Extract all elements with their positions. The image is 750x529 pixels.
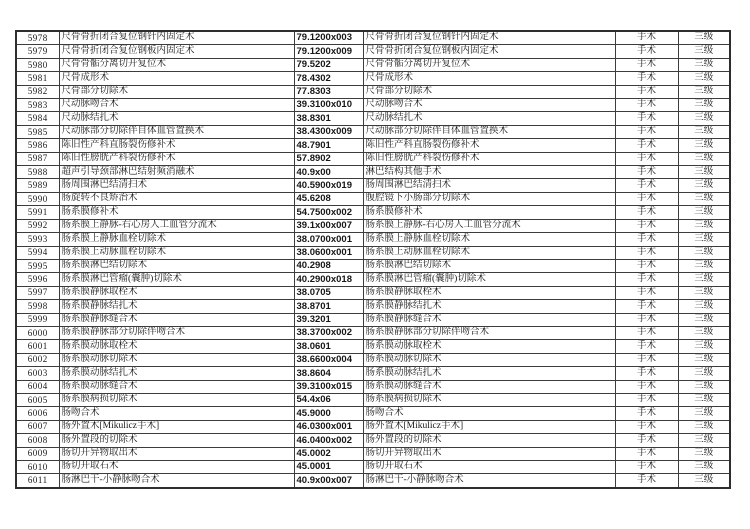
procedure-name-cell: 肠系膜静脉部分切除伴吻合术 <box>59 326 294 339</box>
table-row <box>16 58 730 71</box>
grade-level-cell: 三级 <box>678 273 730 286</box>
standard-procedure-name-cell: 尺骨骨折闭合复位钢板内固定术 <box>363 45 615 58</box>
procedure-code-cell: 45.0001 <box>294 461 363 474</box>
grade-level-cell: 三级 <box>678 99 730 112</box>
procedure-code-cell: 46.0400x002 <box>294 434 363 447</box>
procedure-code-cell: 54.4x06 <box>294 393 363 406</box>
procedure-name-cell: 肠系膜病损切除术 <box>59 393 294 406</box>
procedure-name-cell: 肠旋转不良矫治术 <box>59 192 294 205</box>
procedure-code-cell: 40.9x00 <box>294 166 363 179</box>
row-number-cell: 5988 <box>16 166 59 179</box>
procedure-name-cell: 肠吻合术 <box>59 407 294 420</box>
procedure-name-cell: 肠系膜静脉结扎术 <box>59 300 294 313</box>
standard-procedure-name-cell: 肠系膜静脉缝合术 <box>363 313 615 326</box>
category-cell: 手术 <box>615 179 678 192</box>
procedure-name-cell: 尺骨骨骺分离切开复位术 <box>59 58 294 71</box>
table-row <box>16 139 730 152</box>
standard-procedure-name-cell: 肠系膜上动脉血栓切除术 <box>363 246 615 259</box>
procedure-code-cell: 77.8303 <box>294 85 363 98</box>
grade-level-cell: 三级 <box>678 125 730 138</box>
row-number-cell: 5995 <box>16 259 59 272</box>
procedure-name-cell: 肠切开异物取出术 <box>59 447 294 460</box>
grade-level-cell: 三级 <box>678 206 730 219</box>
procedure-table-body <box>16 31 730 488</box>
grade-level-cell: 三级 <box>678 340 730 353</box>
procedure-code-cell: 39.1x00x007 <box>294 219 363 232</box>
procedure-code-cell: 46.0300x001 <box>294 420 363 433</box>
category-cell: 手术 <box>615 353 678 366</box>
table-row <box>16 434 730 447</box>
procedure-code-cell: 79.1200x009 <box>294 45 363 58</box>
row-number-cell: 6002 <box>16 353 59 366</box>
grade-level-cell: 三级 <box>678 112 730 125</box>
category-cell: 手术 <box>615 99 678 112</box>
row-number-cell: 6005 <box>16 393 59 406</box>
procedure-name-cell: 肠系膜动脉缝合术 <box>59 380 294 393</box>
standard-procedure-name-cell: 肠系膜静脉部分切除伴吻合术 <box>363 326 615 339</box>
row-number-cell: 6009 <box>16 447 59 460</box>
category-cell: 手术 <box>615 340 678 353</box>
row-number-cell: 5999 <box>16 313 59 326</box>
procedure-code-cell: 48.7901 <box>294 139 363 152</box>
standard-procedure-name-cell: 尺骨骨骺分离切开复位术 <box>363 58 615 71</box>
table-row <box>16 179 730 192</box>
procedure-name-cell: 陈旧性产科直肠裂伤修补术 <box>59 139 294 152</box>
procedure-code-cell: 79.5202 <box>294 58 363 71</box>
procedure-name-cell: 肠系膜修补术 <box>59 206 294 219</box>
procedure-code-cell: 54.7500x002 <box>294 206 363 219</box>
grade-level-cell: 三级 <box>678 45 730 58</box>
procedure-name-cell: 尺动脉吻合术 <box>59 99 294 112</box>
category-cell: 手术 <box>615 85 678 98</box>
grade-level-cell: 三级 <box>678 420 730 433</box>
standard-procedure-name-cell: 尺骨成形术 <box>363 72 615 85</box>
category-cell: 手术 <box>615 474 678 488</box>
row-number-cell: 5993 <box>16 233 59 246</box>
table-row <box>16 420 730 433</box>
procedure-code-cell: 38.4300x009 <box>294 125 363 138</box>
procedure-code-cell: 39.3201 <box>294 313 363 326</box>
procedure-name-cell: 肠系膜上静脉血栓切除术 <box>59 233 294 246</box>
table-row <box>16 259 730 272</box>
category-cell: 手术 <box>615 259 678 272</box>
grade-level-cell: 三级 <box>678 367 730 380</box>
row-number-cell: 6008 <box>16 434 59 447</box>
procedure-name-cell: 尺动脉结扎术 <box>59 112 294 125</box>
procedure-name-cell: 尺骨成形术 <box>59 72 294 85</box>
table-row <box>16 45 730 58</box>
procedure-code-cell: 38.0700x001 <box>294 233 363 246</box>
standard-procedure-name-cell: 肠系膜上静脉血栓切除术 <box>363 233 615 246</box>
procedure-name-cell: 肠系膜静脉缝合术 <box>59 313 294 326</box>
procedure-code-cell: 39.3100x010 <box>294 99 363 112</box>
row-number-cell: 6010 <box>16 461 59 474</box>
table-row <box>16 152 730 165</box>
grade-level-cell: 三级 <box>678 407 730 420</box>
category-cell: 手术 <box>615 206 678 219</box>
grade-level-cell: 三级 <box>678 286 730 299</box>
grade-level-cell: 三级 <box>678 380 730 393</box>
table-row <box>16 31 730 45</box>
standard-procedure-name-cell: 尺动脉吻合术 <box>363 99 615 112</box>
grade-level-cell: 三级 <box>678 393 730 406</box>
grade-level-cell: 三级 <box>678 219 730 232</box>
procedure-code-cell: 38.0600x001 <box>294 246 363 259</box>
table-row <box>16 300 730 313</box>
category-cell: 手术 <box>615 58 678 71</box>
procedure-name-cell: 肠外置术[Mikulicz手术] <box>59 420 294 433</box>
grade-level-cell: 三级 <box>678 313 730 326</box>
row-number-cell: 5992 <box>16 219 59 232</box>
standard-procedure-name-cell: 尺骨部分切除术 <box>363 85 615 98</box>
procedure-code-cell: 38.3700x002 <box>294 326 363 339</box>
grade-level-cell: 三级 <box>678 434 730 447</box>
procedure-code-cell: 45.9000 <box>294 407 363 420</box>
standard-procedure-name-cell: 肠系膜上静脉-右心房人工血管分流术 <box>363 219 615 232</box>
standard-procedure-name-cell: 肠吻合术 <box>363 407 615 420</box>
table-row <box>16 461 730 474</box>
category-cell: 手术 <box>615 286 678 299</box>
table-row <box>16 447 730 460</box>
standard-procedure-name-cell: 尺动脉部分切除伴自体血管置换术 <box>363 125 615 138</box>
row-number-cell: 5981 <box>16 72 59 85</box>
table-row <box>16 313 730 326</box>
procedure-name-cell: 肠系膜静脉取栓术 <box>59 286 294 299</box>
grade-level-cell: 三级 <box>678 233 730 246</box>
table-row <box>16 353 730 366</box>
category-cell: 手术 <box>615 31 678 45</box>
standard-procedure-name-cell: 肠切开异物取出术 <box>363 447 615 460</box>
table-row <box>16 340 730 353</box>
row-number-cell: 5978 <box>16 31 59 45</box>
procedure-name-cell: 尺骨骨折闭合复位钢针内固定术 <box>59 31 294 45</box>
standard-procedure-name-cell: 腹腔镜下小肠部分切除术 <box>363 192 615 205</box>
table-row <box>16 367 730 380</box>
procedure-code-cell: 40.9x00x007 <box>294 474 363 488</box>
row-number-cell: 5989 <box>16 179 59 192</box>
row-number-cell: 5996 <box>16 273 59 286</box>
procedure-name-cell: 肠切开取石术 <box>59 461 294 474</box>
standard-procedure-name-cell: 肠系膜修补术 <box>363 206 615 219</box>
category-cell: 手术 <box>615 461 678 474</box>
procedure-code-cell: 38.8701 <box>294 300 363 313</box>
standard-procedure-name-cell: 陈旧性产科直肠裂伤修补术 <box>363 139 615 152</box>
row-number-cell: 5983 <box>16 99 59 112</box>
procedure-name-cell: 肠系膜上静脉-右心房人工血管分流术 <box>59 219 294 232</box>
procedure-code-cell: 38.6600x004 <box>294 353 363 366</box>
standard-procedure-name-cell: 肠系膜动脉结扎术 <box>363 367 615 380</box>
category-cell: 手术 <box>615 233 678 246</box>
category-cell: 手术 <box>615 152 678 165</box>
row-number-cell: 5979 <box>16 45 59 58</box>
grade-level-cell: 三级 <box>678 192 730 205</box>
procedure-name-cell: 肠淋巴干-小静脉吻合术 <box>59 474 294 488</box>
table-row <box>16 233 730 246</box>
row-number-cell: 5994 <box>16 246 59 259</box>
grade-level-cell: 三级 <box>678 139 730 152</box>
row-number-cell: 5986 <box>16 139 59 152</box>
procedure-name-cell: 肠系膜动脉取栓术 <box>59 340 294 353</box>
table-row <box>16 474 730 488</box>
standard-procedure-name-cell: 肠淋巴干-小静脉吻合术 <box>363 474 615 488</box>
category-cell: 手术 <box>615 273 678 286</box>
table-row <box>16 206 730 219</box>
table-row <box>16 112 730 125</box>
procedure-code-cell: 39.3100x015 <box>294 380 363 393</box>
grade-level-cell: 三级 <box>678 179 730 192</box>
grade-level-cell: 三级 <box>678 31 730 45</box>
standard-procedure-name-cell: 肠系膜动脉缝合术 <box>363 380 615 393</box>
procedure-code-cell: 38.0601 <box>294 340 363 353</box>
category-cell: 手术 <box>615 434 678 447</box>
row-number-cell: 6011 <box>16 474 59 488</box>
procedure-code-cell: 79.1200x003 <box>294 31 363 45</box>
table-row <box>16 380 730 393</box>
standard-procedure-name-cell: 淋巴结构其他手术 <box>363 166 615 179</box>
table-row <box>16 407 730 420</box>
procedure-name-cell: 尺骨部分切除术 <box>59 85 294 98</box>
category-cell: 手术 <box>615 447 678 460</box>
category-cell: 手术 <box>615 300 678 313</box>
table-row <box>16 99 730 112</box>
grade-level-cell: 三级 <box>678 326 730 339</box>
table-row <box>16 72 730 85</box>
category-cell: 手术 <box>615 326 678 339</box>
grade-level-cell: 三级 <box>678 474 730 488</box>
procedure-name-cell: 超声引导颈部淋巴结射频消融术 <box>59 166 294 179</box>
procedure-name-cell: 尺骨骨折闭合复位钢板内固定术 <box>59 45 294 58</box>
procedure-code-cell: 40.5900x019 <box>294 179 363 192</box>
procedure-name-cell: 肠系膜淋巴管瘤(囊肿)切除术 <box>59 273 294 286</box>
row-number-cell: 5987 <box>16 152 59 165</box>
grade-level-cell: 三级 <box>678 461 730 474</box>
standard-procedure-name-cell: 尺骨骨折闭合复位钢针内固定术 <box>363 31 615 45</box>
procedure-name-cell: 肠系膜动脉结扎术 <box>59 367 294 380</box>
procedure-code-cell: 40.2900x018 <box>294 273 363 286</box>
grade-level-cell: 三级 <box>678 58 730 71</box>
table-row <box>16 393 730 406</box>
row-number-cell: 6001 <box>16 340 59 353</box>
grade-level-cell: 三级 <box>678 353 730 366</box>
procedure-code-cell: 38.8604 <box>294 367 363 380</box>
procedure-code-cell: 45.6208 <box>294 192 363 205</box>
category-cell: 手术 <box>615 166 678 179</box>
grade-level-cell: 三级 <box>678 152 730 165</box>
standard-procedure-name-cell: 肠系膜静脉结扎术 <box>363 300 615 313</box>
table-row <box>16 85 730 98</box>
standard-procedure-name-cell: 肠系膜动脉切除术 <box>363 353 615 366</box>
table-row <box>16 192 730 205</box>
category-cell: 手术 <box>615 125 678 138</box>
procedure-name-cell: 肠系膜淋巴结切除术 <box>59 259 294 272</box>
grade-level-cell: 三级 <box>678 447 730 460</box>
table-row <box>16 326 730 339</box>
procedure-code-cell: 40.2908 <box>294 259 363 272</box>
category-cell: 手术 <box>615 367 678 380</box>
category-cell: 手术 <box>615 407 678 420</box>
procedure-name-cell: 肠周围淋巴结清扫术 <box>59 179 294 192</box>
row-number-cell: 5982 <box>16 85 59 98</box>
category-cell: 手术 <box>615 219 678 232</box>
row-number-cell: 5980 <box>16 58 59 71</box>
grade-level-cell: 三级 <box>678 246 730 259</box>
procedure-code-cell: 38.0705 <box>294 286 363 299</box>
grade-level-cell: 三级 <box>678 259 730 272</box>
category-cell: 手术 <box>615 45 678 58</box>
standard-procedure-name-cell: 肠系膜淋巴结切除术 <box>363 259 615 272</box>
row-number-cell: 5985 <box>16 125 59 138</box>
category-cell: 手术 <box>615 313 678 326</box>
procedure-code-cell: 78.4302 <box>294 72 363 85</box>
procedure-code-cell: 38.8301 <box>294 112 363 125</box>
grade-level-cell: 三级 <box>678 85 730 98</box>
category-cell: 手术 <box>615 246 678 259</box>
standard-procedure-name-cell: 肠系膜静脉取栓术 <box>363 286 615 299</box>
table-row <box>16 286 730 299</box>
standard-procedure-name-cell: 肠系膜病损切除术 <box>363 393 615 406</box>
standard-procedure-name-cell: 肠切开取石术 <box>363 461 615 474</box>
table-row <box>16 125 730 138</box>
row-number-cell: 5997 <box>16 286 59 299</box>
procedure-name-cell: 肠系膜上动脉血栓切除术 <box>59 246 294 259</box>
table-row <box>16 166 730 179</box>
standard-procedure-name-cell: 肠系膜淋巴管瘤(囊肿)切除术 <box>363 273 615 286</box>
procedure-name-cell: 肠外置段的切除术 <box>59 434 294 447</box>
row-number-cell: 6003 <box>16 367 59 380</box>
procedure-classification-table <box>15 30 731 489</box>
standard-procedure-name-cell: 肠周围淋巴结清扫术 <box>363 179 615 192</box>
row-number-cell: 5998 <box>16 300 59 313</box>
standard-procedure-name-cell: 肠外置段的切除术 <box>363 434 615 447</box>
standard-procedure-name-cell: 尺动脉结扎术 <box>363 112 615 125</box>
standard-procedure-name-cell: 肠外置术[Mikulicz手术] <box>363 420 615 433</box>
table-row <box>16 219 730 232</box>
grade-level-cell: 三级 <box>678 300 730 313</box>
row-number-cell: 5984 <box>16 112 59 125</box>
category-cell: 手术 <box>615 112 678 125</box>
table-row <box>16 273 730 286</box>
row-number-cell: 6007 <box>16 420 59 433</box>
row-number-cell: 6006 <box>16 407 59 420</box>
procedure-code-cell: 57.8902 <box>294 152 363 165</box>
grade-level-cell: 三级 <box>678 166 730 179</box>
category-cell: 手术 <box>615 380 678 393</box>
procedure-name-cell: 肠系膜动脉切除术 <box>59 353 294 366</box>
category-cell: 手术 <box>615 420 678 433</box>
category-cell: 手术 <box>615 72 678 85</box>
standard-procedure-name-cell: 肠系膜动脉取栓术 <box>363 340 615 353</box>
standard-procedure-name-cell: 陈旧性膀胱产科裂伤修补术 <box>363 152 615 165</box>
row-number-cell: 5991 <box>16 206 59 219</box>
category-cell: 手术 <box>615 139 678 152</box>
category-cell: 手术 <box>615 393 678 406</box>
row-number-cell: 6004 <box>16 380 59 393</box>
table-row <box>16 246 730 259</box>
procedure-name-cell: 尺动脉部分切除伴自体血管置换术 <box>59 125 294 138</box>
row-number-cell: 5990 <box>16 192 59 205</box>
grade-level-cell: 三级 <box>678 72 730 85</box>
procedure-code-cell: 45.0002 <box>294 447 363 460</box>
category-cell: 手术 <box>615 192 678 205</box>
procedure-name-cell: 陈旧性膀胱产科裂伤修补术 <box>59 152 294 165</box>
row-number-cell: 6000 <box>16 326 59 339</box>
